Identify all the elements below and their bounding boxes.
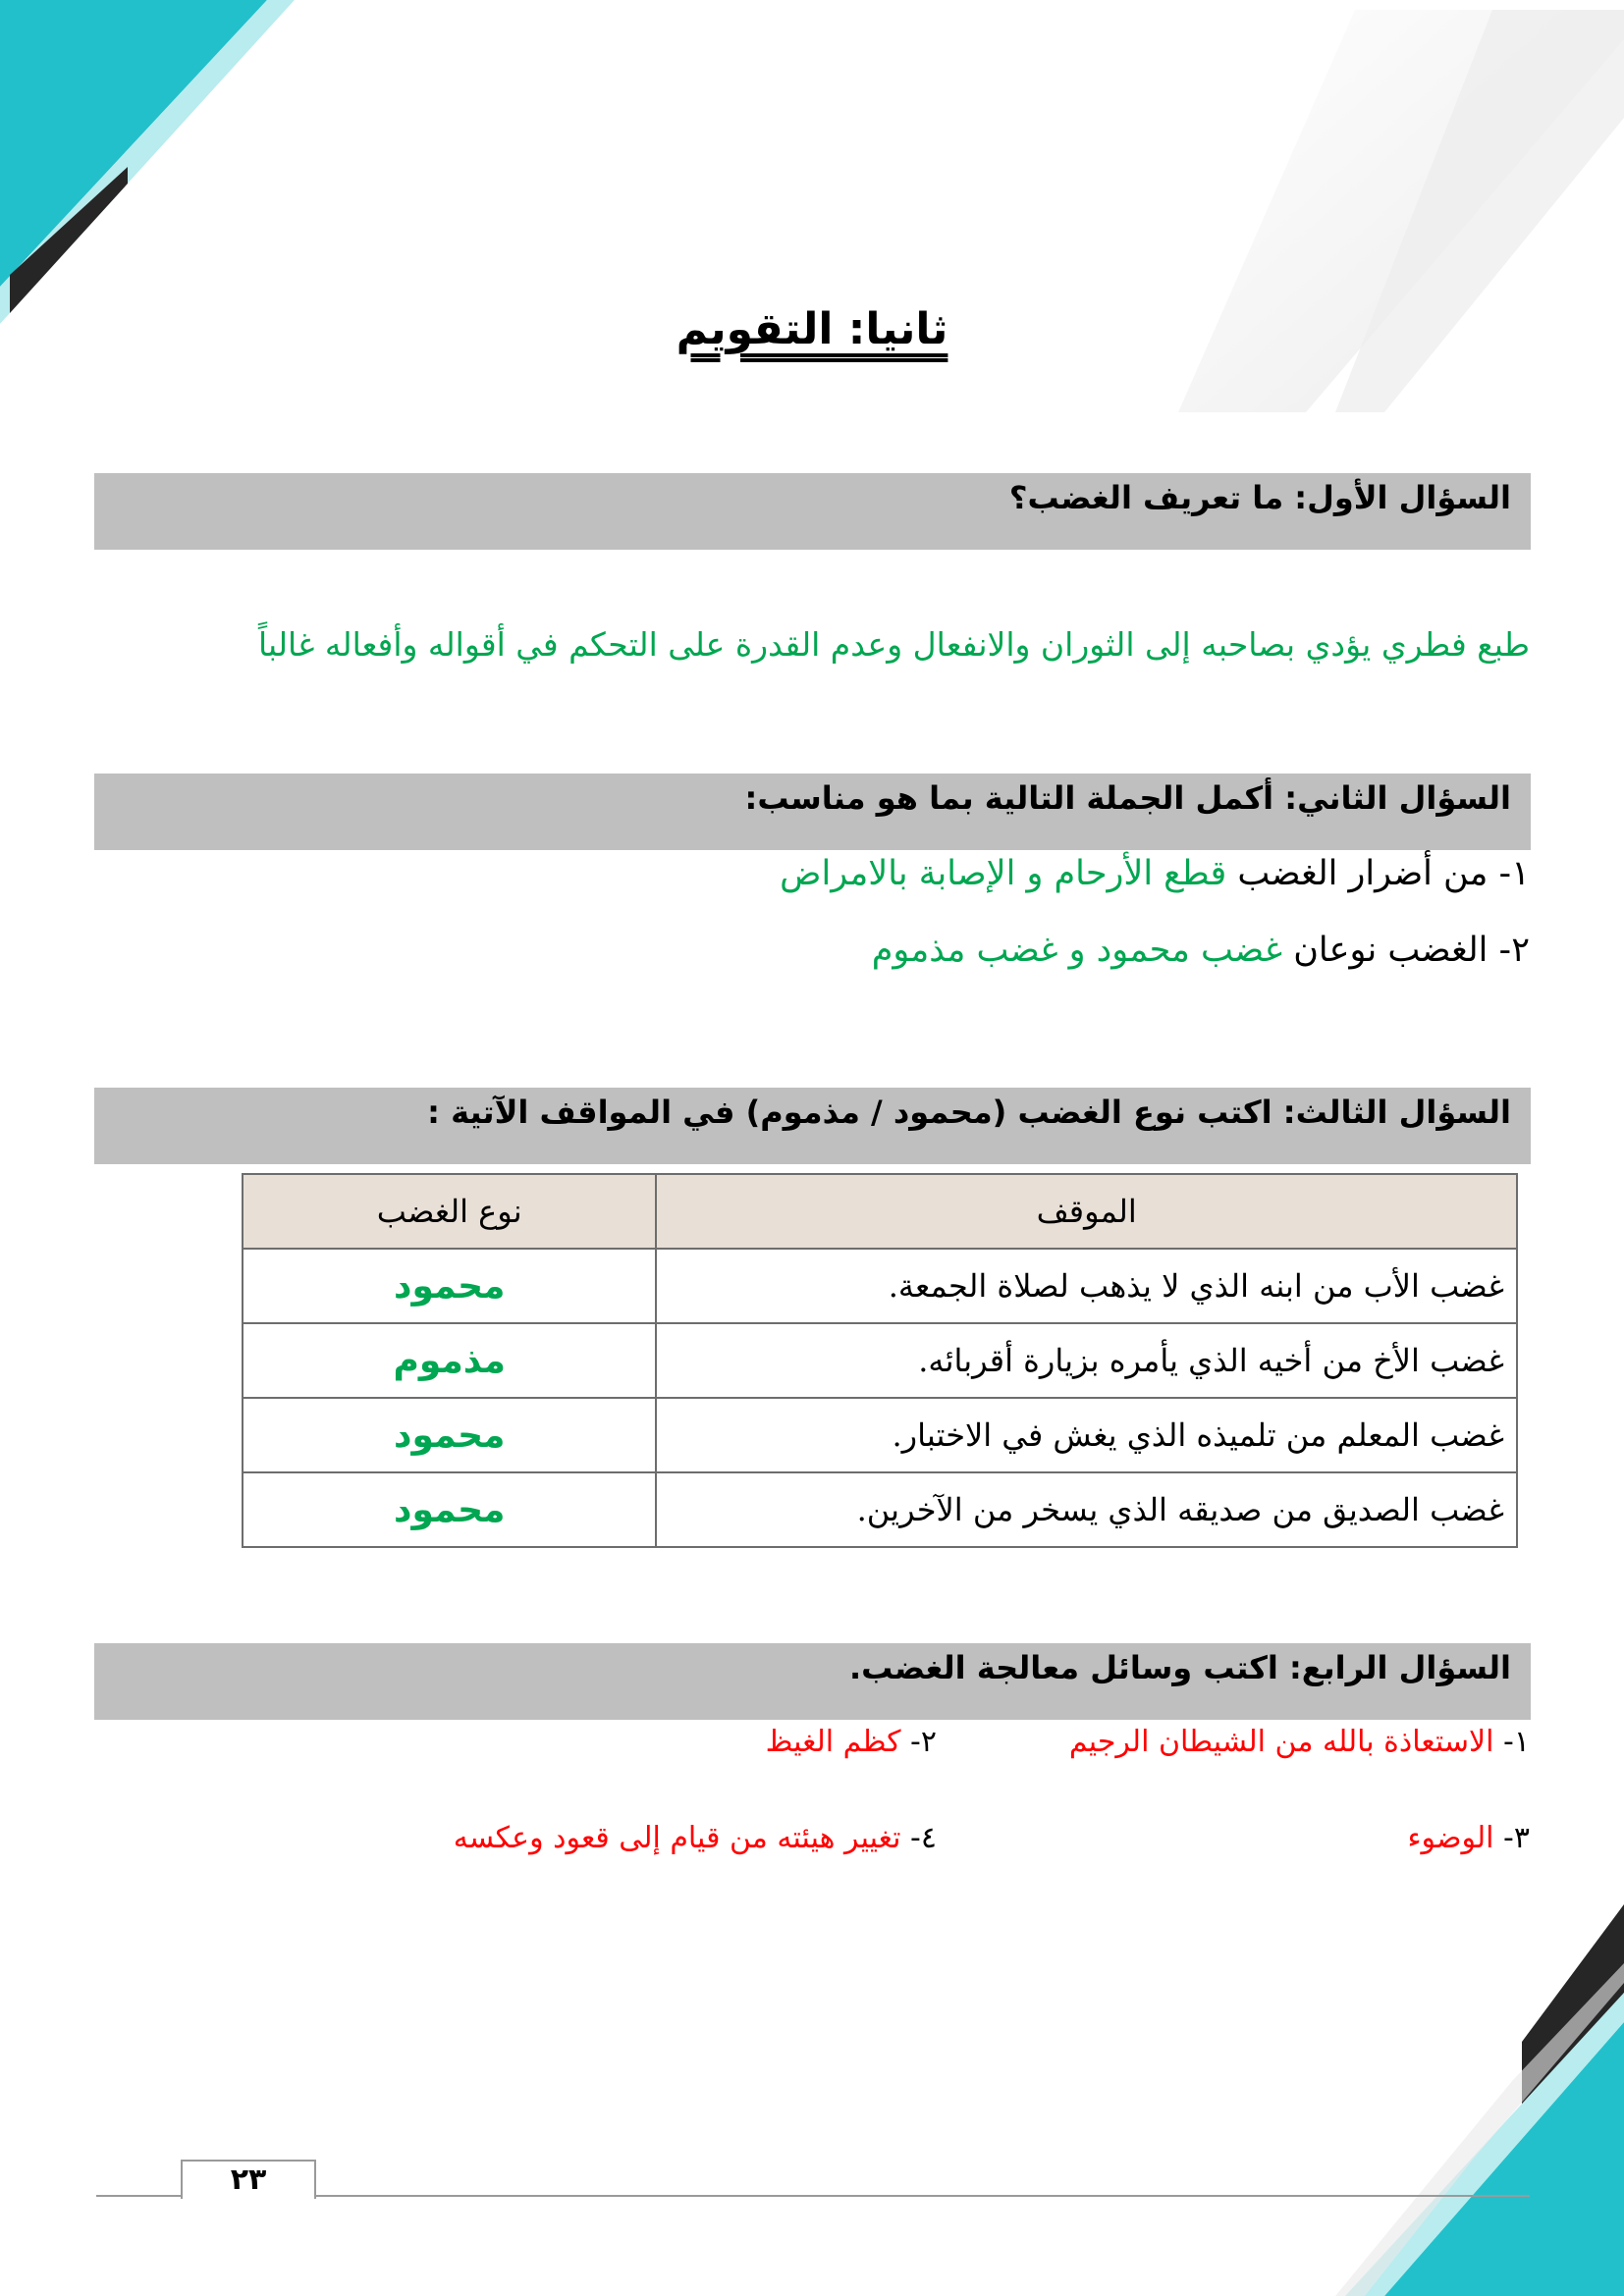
item-text: تغيير هيئته من قيام إلى قعود وعكسه — [453, 1821, 901, 1855]
situation-cell: غضب الأخ من أخيه الذي يأمره بزيارة أقربائه. — [656, 1323, 1517, 1398]
item-text: الوضوء — [1407, 1821, 1494, 1855]
question-2-item-1 — [780, 854, 1530, 893]
situation-cell: غضب الصديق من صديقه الذي يسخر من الآخرين. — [656, 1472, 1517, 1547]
anger-type-table — [242, 1173, 1518, 1548]
question-2-bar — [94, 774, 1531, 850]
table-row — [243, 1249, 1517, 1323]
item-number: ٢- — [1498, 931, 1530, 970]
item-prefix: الغضب نوعان — [1293, 931, 1489, 970]
question-4-text: السؤال الرابع: اكتب وسائل معالجة الغضب. — [848, 1649, 1511, 1686]
question-3-bar — [94, 1088, 1531, 1164]
method-item-4 — [454, 1821, 937, 1855]
item-text: كظم الغيظ — [765, 1725, 901, 1759]
item-number: ٣- — [1503, 1821, 1530, 1855]
table-row — [243, 1323, 1517, 1398]
item-text: الاستعاذة بالله من الشيطان الرجيم — [1068, 1725, 1494, 1759]
table-row — [243, 1398, 1517, 1472]
kind-cell: محمود — [243, 1398, 656, 1472]
page-title: ثانيا: التقويم — [676, 304, 948, 354]
bottom-right-corner-decoration — [1276, 1904, 1624, 2296]
table-header-row — [243, 1174, 1517, 1249]
situation-cell: غضب الأب من ابنه الذي لا يذهب لصلاة الجمعة. — [656, 1249, 1517, 1323]
question-1-bar — [94, 473, 1531, 550]
question-2-text: السؤال الثاني: أكمل الجملة التالية بما هو مناسب: — [744, 779, 1511, 817]
kind-cell: محمود — [243, 1472, 656, 1547]
item-number: ١- — [1503, 1725, 1530, 1759]
item-prefix: من أضرار الغضب — [1237, 854, 1489, 893]
question-3-text: السؤال الثالث: اكتب نوع الغضب (محمود / مذموم) في المواقف الآتية : — [427, 1094, 1511, 1131]
item-number: ١- — [1498, 854, 1530, 893]
method-item-3 — [1407, 1821, 1530, 1855]
page-number: ٢٣ — [181, 2160, 316, 2199]
item-answer: قطع الأرحام و الإصابة بالامراض — [780, 854, 1227, 893]
question-2-item-2 — [872, 931, 1530, 970]
table-row — [243, 1472, 1517, 1547]
kind-cell: محمود — [243, 1249, 656, 1323]
item-answer: غضب محمود و غضب مذموم — [871, 931, 1283, 970]
question-4-bar — [94, 1643, 1531, 1720]
header-kind: نوع الغضب — [243, 1174, 656, 1249]
item-number: ٤- — [910, 1821, 937, 1855]
item-number: ٢- — [910, 1725, 937, 1759]
header-situation: الموقف — [656, 1174, 1517, 1249]
situation-cell: غضب المعلم من تلميذه الذي يغش في الاختبار. — [656, 1398, 1517, 1472]
method-item-2 — [766, 1725, 937, 1759]
kind-cell: مذموم — [243, 1323, 656, 1398]
question-1-text: السؤال الأول: ما تعريف الغضب؟ — [1008, 479, 1511, 516]
method-item-1 — [1069, 1725, 1530, 1759]
question-1-answer: طبع فطري يؤدي بصاحبه إلى الثوران والانفعال وعدم القدرة على التحكم في أقواله وأفعاله غالباً — [257, 625, 1530, 664]
